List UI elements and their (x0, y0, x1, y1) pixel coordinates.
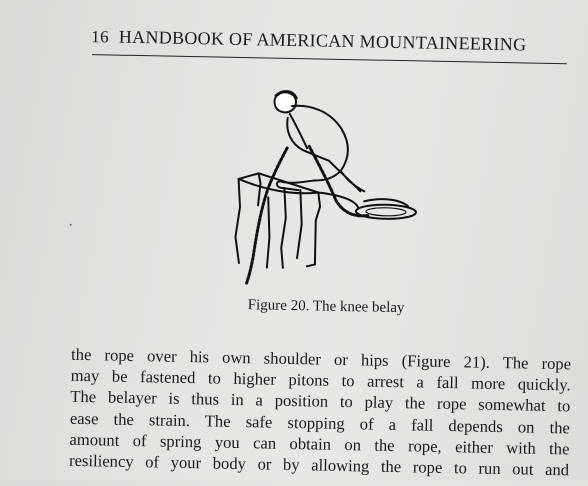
body-paragraph (69, 344, 571, 481)
figure-caption: Figure 20. The knee belay (247, 297, 405, 317)
knee-belay-illustration (226, 87, 430, 291)
running-title: HANDBOOK OF AMERICAN MOUNTAINEERING (118, 26, 527, 55)
page-number: 16 (91, 27, 110, 47)
paper-speck (70, 224, 72, 226)
text-line: resiliency of your body or by allowing the rope to run out and (68, 450, 570, 480)
text-line: the rope over his own shoulder or hips (Figure 21). The rope (70, 344, 572, 374)
text-line: The belayer is thus in a position to play the rope somewhat to (70, 387, 571, 416)
text-line: may be fastened to higher pitons to arrest a fall more quickly. (70, 365, 571, 395)
text-line: ease the strain. The safe stopping of a fall depends on the (69, 408, 571, 437)
header-rule (92, 54, 567, 64)
text-line: amount of spring you can obtain on the rope, either with the (69, 429, 570, 459)
running-head (91, 26, 571, 56)
